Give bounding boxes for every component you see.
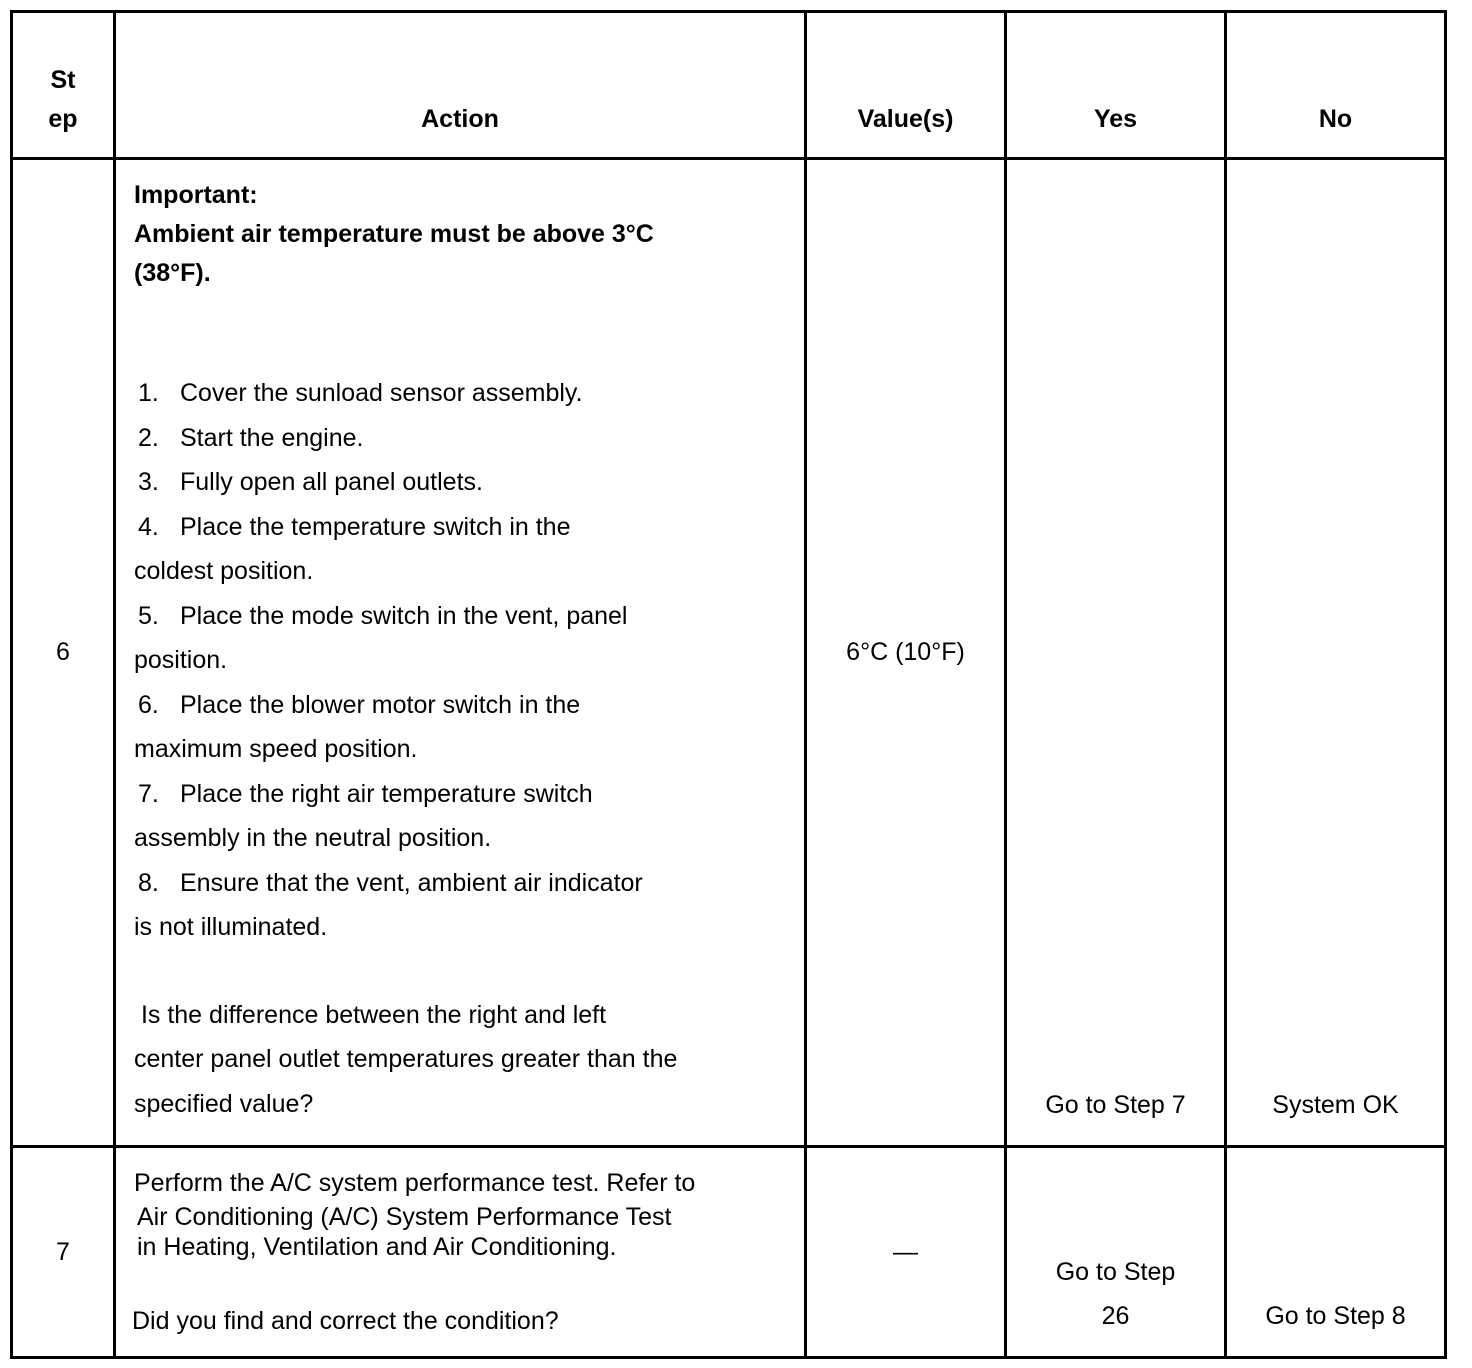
table-row-step-6 <box>12 159 1446 1147</box>
action-text: Perform the A/C system performance test. Refer to <box>134 1169 696 1197</box>
no-cell: System OK <box>1226 159 1446 1147</box>
header-action: Action <box>115 12 806 159</box>
diagnostic-table <box>10 10 1447 1359</box>
list-item: 2. Start the engine. <box>138 423 364 452</box>
list-item: 4. Place the temperature switch in the coldest position. <box>134 512 571 585</box>
important-label: Important: <box>134 181 258 209</box>
important-text: Ambient air temperature must be above 3°C (38°F). <box>134 220 654 287</box>
value-cell: — <box>806 1147 1006 1358</box>
header-step: St ep <box>12 12 115 159</box>
procedure-list <box>134 371 804 950</box>
action-cell <box>115 1147 806 1358</box>
action-reference: Air Conditioning (A/C) System Performance Test in Heating, Ventilation and Air Conditioning. <box>137 1203 672 1261</box>
header-values: Value(s) <box>806 12 1006 159</box>
table-row-step-7 <box>12 1147 1446 1358</box>
list-item: 5. Place the mode switch in the vent, panel position. <box>134 601 628 674</box>
list-item: 7. Place the right air temperature switch assembly in the neutral position. <box>134 779 593 852</box>
no-cell: Go to Step 8 <box>1226 1147 1446 1358</box>
question-text: Did you find and correct the condition? <box>132 1307 559 1335</box>
action-cell <box>115 159 806 1147</box>
list-item: 6. Place the blower motor switch in the maximum speed position. <box>134 690 581 763</box>
step-number: 7 <box>12 1147 115 1358</box>
header-yes: Yes <box>1006 12 1226 159</box>
list-item: 8. Ensure that the vent, ambient air indicator is not illuminated. <box>134 868 643 941</box>
header-no: No <box>1226 12 1446 159</box>
value-cell: 6°C (10°F) <box>806 159 1006 1147</box>
header-row <box>12 12 1446 159</box>
list-item: 3. Fully open all panel outlets. <box>138 468 483 496</box>
yes-cell: Go to Step 26 <box>1006 1147 1226 1358</box>
list-item: 1. Cover the sunload sensor assembly. <box>138 379 583 407</box>
question-text: Is the difference between the right and left center panel outlet temperatures greater than the specified value? <box>134 1000 678 1118</box>
yes-cell: Go to Step 7 <box>1006 159 1226 1147</box>
step-number: 6 <box>12 159 115 1147</box>
